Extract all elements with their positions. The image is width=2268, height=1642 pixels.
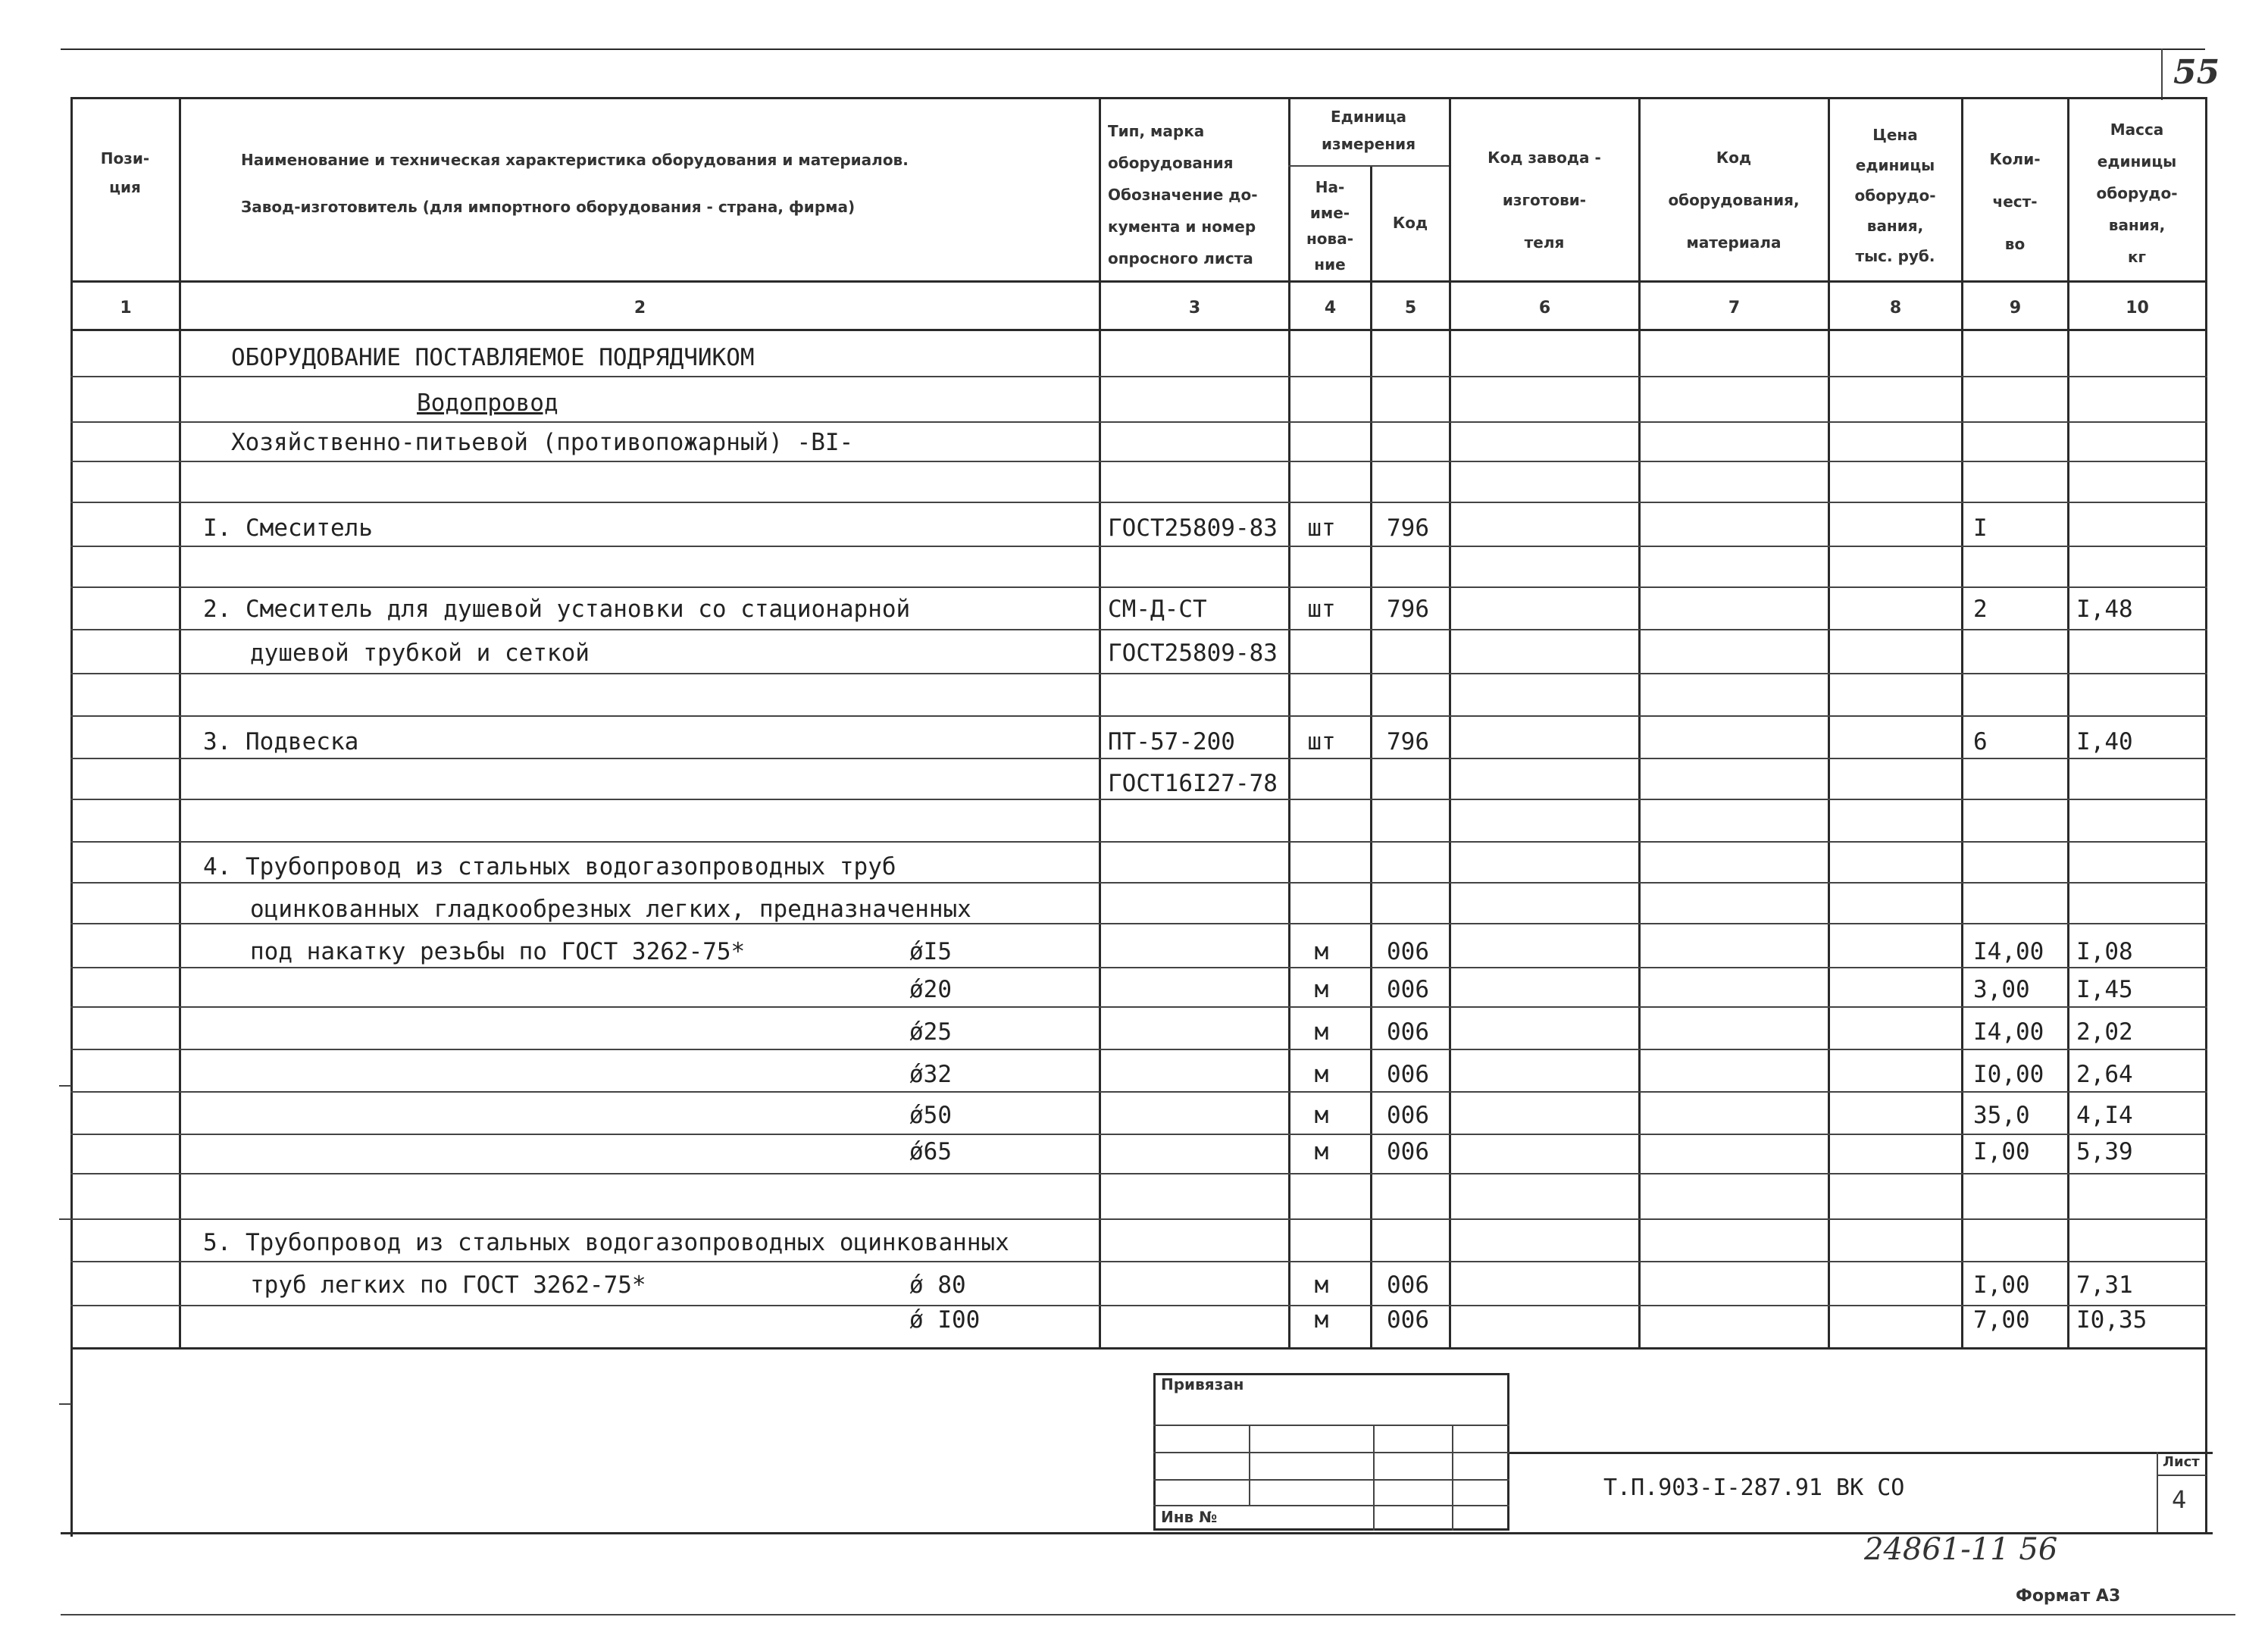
item-1-qty: I (1973, 514, 1988, 542)
item-4-mass: I,45 (2076, 976, 2133, 1003)
item-4-mass: 5,39 (2076, 1138, 2133, 1165)
row-line (70, 376, 2207, 377)
col-line-7 (1828, 97, 1830, 1347)
item-4-unit: м (1314, 1102, 1329, 1129)
item-4-dia: ǿ50 (909, 1102, 952, 1129)
col-line-6 (1638, 97, 1641, 1347)
col-line-8 (1961, 97, 1963, 1347)
item-5-code: 006 (1387, 1271, 1429, 1299)
item-4-dia: ǿ20 (909, 976, 952, 1003)
colnum-bottom-line (70, 329, 2207, 331)
row-line (70, 421, 2207, 423)
privyazan-row (1153, 1505, 1509, 1506)
row-line (70, 841, 2207, 843)
item-3-type: ПТ-57-200 (1108, 728, 1235, 755)
header-bottom-line (70, 280, 2207, 283)
item-4-dia: ǿ65 (909, 1138, 952, 1165)
item-5-unit: м (1314, 1271, 1329, 1299)
item-4-name-cont: оцинкованных гладкообрезных легких, предназначенных (250, 896, 971, 923)
item-1-code: 796 (1387, 514, 1429, 542)
header-unit-group: Единица измерения (1321, 108, 1416, 153)
item-5-qty: 7,00 (1973, 1306, 2030, 1334)
item-4-code: 006 (1387, 976, 1429, 1003)
item-2-name-cont: душевой трубкой и сеткой (250, 640, 590, 667)
row-line (70, 629, 2207, 630)
row-line (70, 882, 2207, 884)
margin-tick (59, 1085, 71, 1087)
item-1-name: I. Смеситель (203, 514, 373, 542)
header-col2: Наименование и техническая характеристика оборудования и материалов. Завод-изготовитель (для импортного оборудования - страна, фирма) (241, 151, 909, 216)
bottom-edge-line (61, 1614, 2235, 1615)
item-1-type: ГОСТ25809-83 (1108, 514, 1278, 542)
header-col4: На- име- нова- ние (1306, 178, 1353, 274)
item-4-dia: ǿI5 (909, 938, 952, 965)
document-code: Т.П.903-I-287.91 ВК СО (1603, 1475, 1905, 1501)
row-line (70, 1173, 2207, 1174)
item-4-dia: ǿ32 (909, 1061, 952, 1088)
item-4-mass: I,08 (2076, 938, 2133, 965)
header-col1: Пози- ция (100, 149, 150, 196)
row-line (70, 1006, 2207, 1008)
item-4-qty: 35,0 (1973, 1102, 2030, 1129)
unit-group-divider (1288, 165, 1449, 167)
item-4-code: 006 (1387, 1018, 1429, 1046)
item-3-type-gost: ГОСТ16I27-78 (1108, 770, 1278, 797)
row-line (70, 461, 2207, 462)
item-4-code: 006 (1387, 1061, 1429, 1088)
row-line (70, 1261, 2207, 1262)
header-col3: Тип, марка оборудования Обозначение до- кумента и номер опросного листа (1108, 122, 1258, 267)
archive-number: 24861-11 56 (1864, 1532, 2058, 1567)
item-3-name: 3. Подвеска (203, 728, 359, 755)
sheet-box-divider (2157, 1475, 2207, 1476)
item-4-unit: м (1314, 1138, 1329, 1165)
col-line-3 (1288, 97, 1290, 1347)
colnum-6: 6 (1538, 299, 1551, 317)
specification-table (70, 97, 2207, 1347)
format-label: Формат А3 (2016, 1587, 2121, 1606)
table-bottom-line (70, 1347, 2207, 1350)
privyazan-row (1153, 1452, 1509, 1453)
table-top-line (70, 97, 2207, 99)
item-4-mass: 2,64 (2076, 1061, 2133, 1088)
header-col9: Коли- чест- во (1989, 150, 2041, 253)
item-5-unit: м (1314, 1306, 1329, 1334)
item-5-mass: 7,31 (2076, 1271, 2133, 1299)
item-5-name: 5. Трубопровод из стальных водогазопроводных оцинкованных (203, 1229, 1009, 1256)
privyazan-col (1452, 1425, 1453, 1531)
item-4-unit: м (1314, 976, 1329, 1003)
item-3-code: 796 (1387, 728, 1429, 755)
header-col10: Масса единицы оборудо- вания, кг (2096, 120, 2178, 266)
item-5-qty: I,00 (1973, 1271, 2030, 1299)
item-5-mass: I0,35 (2076, 1306, 2148, 1334)
sheet-box-left (2157, 1452, 2158, 1532)
row-line (70, 586, 2207, 588)
item-4-qty: I,00 (1973, 1138, 2030, 1165)
item-5-dia: ǿ I00 (909, 1306, 981, 1334)
sheet-label: Лист (2163, 1454, 2200, 1470)
row-line (70, 673, 2207, 674)
row-line (70, 1305, 2207, 1306)
item-2-type: СМ-Д-СТ (1108, 596, 1207, 623)
margin-tick (59, 1218, 71, 1220)
row-line (70, 715, 2207, 717)
colnum-9: 9 (2009, 299, 2022, 317)
frame-right-line (2205, 1347, 2207, 1534)
col-line-9 (2067, 97, 2069, 1347)
item-4-code: 006 (1387, 938, 1429, 965)
colnum-1: 1 (120, 299, 132, 317)
row-line (70, 1049, 2207, 1050)
item-2-qty: 2 (1973, 596, 1988, 623)
colnum-2: 2 (633, 299, 646, 317)
section-system: Хозяйственно-питьевой (противопожарный) -BI- (231, 429, 854, 456)
col-line-5 (1449, 97, 1451, 1347)
margin-tick (59, 1403, 71, 1405)
item-4-name-cont2: под накатку резьбы по ГОСТ 3262-75* (250, 938, 746, 965)
col-line-10 (2205, 97, 2207, 1347)
item-2-unit: шт (1307, 596, 1336, 623)
privyazan-row (1153, 1479, 1509, 1481)
row-line (70, 546, 2207, 547)
item-5-dia: ǿ 80 (909, 1271, 966, 1299)
item-4-unit: м (1314, 1018, 1329, 1046)
item-3-qty: 6 (1973, 728, 1988, 755)
doc-code-top-line (1509, 1452, 2213, 1454)
item-1-unit: шт (1307, 514, 1336, 542)
sheet-number: 4 (2172, 1485, 2187, 1514)
row-line (70, 799, 2207, 800)
item-2-type-gost: ГОСТ25809-83 (1108, 640, 1278, 667)
row-line (70, 967, 2207, 968)
header-col5: Код (1392, 214, 1428, 232)
item-3-unit: шт (1307, 728, 1336, 755)
header-col6: Код завода - изготови- теля (1487, 149, 1601, 252)
colnum-7: 7 (1728, 299, 1741, 317)
row-line (70, 1218, 2207, 1220)
item-2-mass: I,48 (2076, 596, 2133, 623)
col-line-1 (179, 97, 181, 1347)
item-4-unit: м (1314, 938, 1329, 965)
row-line (70, 502, 2207, 503)
inv-number-label: Инв № (1161, 1508, 1218, 1526)
colnum-8: 8 (1889, 299, 1902, 317)
item-4-qty: 3,00 (1973, 976, 2030, 1003)
item-3-mass: I,40 (2076, 728, 2133, 755)
item-5-name-cont: труб легких по ГОСТ 3262-75* (250, 1271, 646, 1299)
colnum-10: 10 (2126, 299, 2149, 317)
section-title: ОБОРУДОВАНИЕ ПОСТАВЛЯЕМОЕ ПОДРЯДЧИКОМ (231, 344, 755, 371)
privyazan-row (1153, 1425, 1509, 1426)
colnum-4: 4 (1324, 299, 1337, 317)
item-4-qty: I4,00 (1973, 938, 2044, 965)
item-2-name: 2. Смеситель для душевой установки со стационарной (203, 596, 911, 623)
row-line (70, 1091, 2207, 1093)
colnum-5: 5 (1404, 299, 1417, 317)
top-border-line (61, 48, 2205, 50)
item-4-mass: 4,I4 (2076, 1102, 2133, 1129)
item-4-name: 4. Трубопровод из стальных водогазопроводных труб (203, 853, 896, 880)
colnum-3: 3 (1188, 299, 1201, 317)
item-4-dia: ǿ25 (909, 1018, 952, 1046)
section-subtitle: Водопровод (417, 389, 558, 417)
col-line-2 (1099, 97, 1101, 1347)
privyazan-col (1373, 1425, 1375, 1531)
page-number: 55 (2173, 53, 2220, 92)
row-line (70, 1134, 2207, 1135)
privyazan-col (1249, 1425, 1250, 1505)
item-4-code: 006 (1387, 1138, 1429, 1165)
item-5-code: 006 (1387, 1306, 1429, 1334)
item-4-code: 006 (1387, 1102, 1429, 1129)
item-2-code: 796 (1387, 596, 1429, 623)
item-4-qty: I4,00 (1973, 1018, 2044, 1046)
item-4-mass: 2,02 (2076, 1018, 2133, 1046)
privyazan-label: Привязан (1161, 1375, 1244, 1393)
header-col7: Код оборудования, материала (1668, 149, 1800, 252)
header-col8: Цена единицы оборудо- вания, тыс. руб. (1854, 126, 1936, 265)
page-number-box-left (2161, 48, 2163, 100)
item-4-qty: I0,00 (1973, 1061, 2044, 1088)
row-line (70, 758, 2207, 759)
item-4-unit: м (1314, 1061, 1329, 1088)
